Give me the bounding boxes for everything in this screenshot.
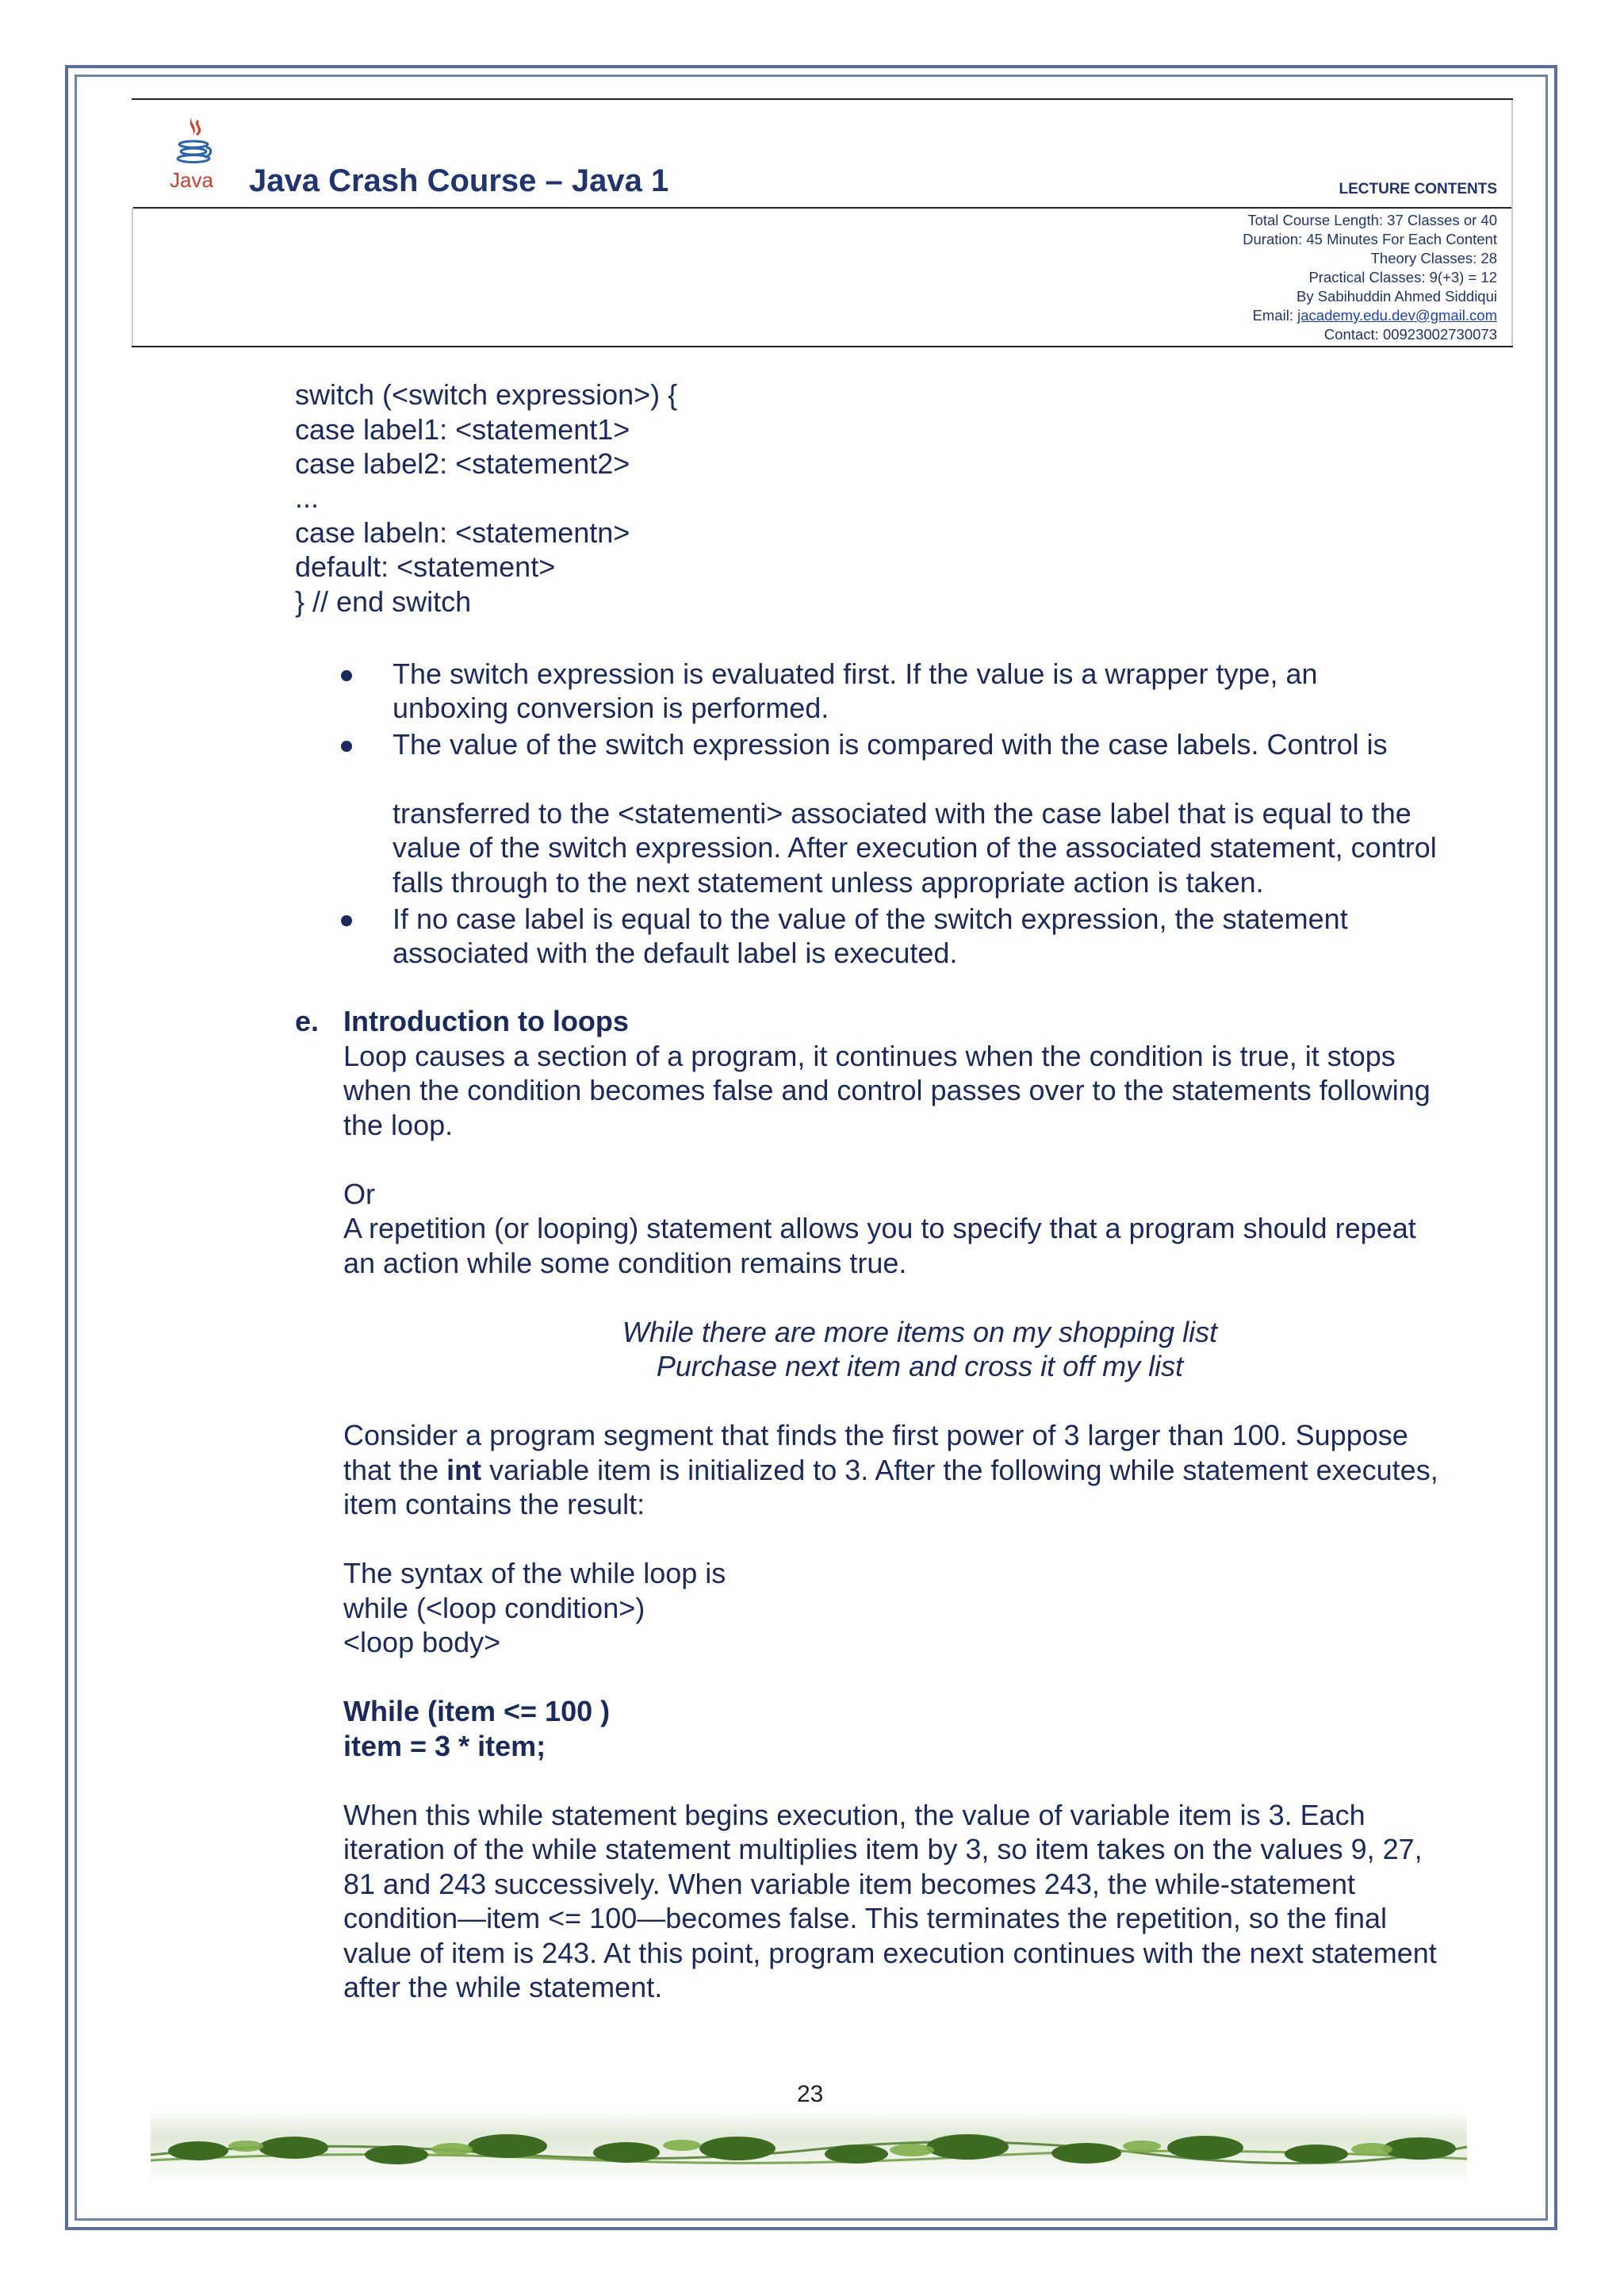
paragraph-line: Consider a program segment that finds the first power of 3 larger than 100. Suppose xyxy=(343,1419,1408,1451)
code-line: item = 3 * item; xyxy=(343,1730,546,1762)
bullet-text: value of the switch expression. After execution of the associated statement, control xyxy=(393,831,1437,864)
header-divider-left xyxy=(132,207,133,346)
switch-syntax-line: } // end switch xyxy=(295,585,472,618)
switch-syntax-line: switch (<switch expression>) { xyxy=(295,378,678,411)
switch-syntax-line: case label2: <statement2> xyxy=(295,447,630,480)
bullet-text: falls through to the next statement unless appropriate action is taken. xyxy=(393,866,1264,899)
paragraph-line: value of item is 243. At this point, program execution continues with the next statement xyxy=(343,1937,1437,1969)
bullet-dot xyxy=(341,741,352,752)
paragraph-line: 81 and 243 successively. When variable item becomes 243, the while-statement xyxy=(343,1868,1355,1900)
author: By Sabihuddin Ahmed Siddiqui xyxy=(1296,288,1497,305)
theory-classes: Theory Classes: 28 xyxy=(1370,250,1497,266)
paragraph-text: that the xyxy=(343,1454,447,1486)
bullet-dot xyxy=(341,915,352,926)
paragraph-line: the loop. xyxy=(343,1109,454,1141)
section-label: LECTURE CONTENTS xyxy=(1339,181,1497,197)
section-marker: e. xyxy=(295,1005,320,1037)
keyword-int: int xyxy=(446,1454,482,1486)
bullet-text: transferred to the <statementi> associated with the case label that is equal to the xyxy=(393,797,1411,830)
header-divider-right xyxy=(1511,100,1513,346)
switch-syntax-line: default: <statement> xyxy=(295,550,556,583)
page-header xyxy=(132,98,1513,347)
paragraph-line: item contains the result: xyxy=(343,1488,645,1520)
paragraph-line: A repetition (or looping) statement allows you to specify that a program should repeat xyxy=(343,1212,1416,1244)
bullet-dot xyxy=(341,670,352,681)
paragraph-line: When this while statement begins execution, the value of variable item is 3. Each xyxy=(343,1799,1365,1831)
paragraph-line: Loop causes a section of a program, it continues when the condition is true, it stops xyxy=(343,1040,1396,1072)
switch-syntax-line: ... xyxy=(295,481,320,514)
quote-line: While there are more items on my shopping list xyxy=(622,1316,1218,1348)
bullet-text: unboxing conversion is performed. xyxy=(393,692,829,724)
practical-classes: Practical Classes: 9(+3) = 12 xyxy=(1308,269,1497,286)
course-info xyxy=(1243,211,1497,344)
syntax-line: <loop body> xyxy=(343,1626,501,1658)
duration: Duration: 45 Minutes For Each Content xyxy=(1243,231,1497,247)
paragraph-line: after the while statement. xyxy=(343,1971,663,2003)
course-title: Java Crash Course – Java 1 xyxy=(249,163,669,198)
paragraph-line: when the condition becomes false and control passes over to the statements following xyxy=(343,1074,1431,1106)
quote-line: Purchase next item and cross it off my list xyxy=(656,1350,1184,1382)
bullet-text: associated with the default label is executed. xyxy=(393,937,958,969)
page-number: 23 xyxy=(797,2081,824,2107)
bullet-text: The switch expression is evaluated first. If the value is a wrapper type, an xyxy=(393,657,1318,690)
email-link[interactable]: jacademy.edu.dev@gmail.com xyxy=(1297,307,1497,324)
header-title-row xyxy=(132,100,1513,209)
or-text: Or xyxy=(343,1178,375,1210)
switch-syntax-line: case label1: <statement1> xyxy=(295,413,630,446)
syntax-line: The syntax of the while loop is xyxy=(343,1557,726,1589)
email-label: Email: xyxy=(1252,307,1298,324)
switch-syntax-line: case labeln: <statementn> xyxy=(295,516,630,549)
java-logo-text: Java xyxy=(170,168,213,192)
paragraph-line: an action while some condition remains true. xyxy=(343,1247,907,1279)
section-heading: Introduction to loops xyxy=(343,1005,629,1037)
email-line xyxy=(1243,306,1497,325)
bullet-text: The value of the switch expression is compared with the case labels. Control is xyxy=(393,728,1388,761)
syntax-line: while (<loop condition>) xyxy=(343,1592,645,1624)
paragraph-line: iteration of the while statement multiplies item by 3, so item takes on the values 9, 27, xyxy=(343,1833,1423,1865)
contact: Contact: 00923002730073 xyxy=(1323,326,1497,343)
bullet-text: If no case label is equal to the value of the switch expression, the statement xyxy=(393,903,1348,935)
paragraph-line xyxy=(343,1453,1438,1488)
course-length: Total Course Length: 37 Classes or 40 xyxy=(1247,212,1497,228)
code-line: While (item <= 100 ) xyxy=(343,1695,611,1727)
paragraph-text: variable item is initialized to 3. After the following while statement executes, xyxy=(481,1454,1438,1486)
paragraph-line: condition—item <= 100—becomes false. This terminates the repetition, so the final xyxy=(343,1902,1388,1934)
grass-footer-image xyxy=(151,2111,1467,2184)
